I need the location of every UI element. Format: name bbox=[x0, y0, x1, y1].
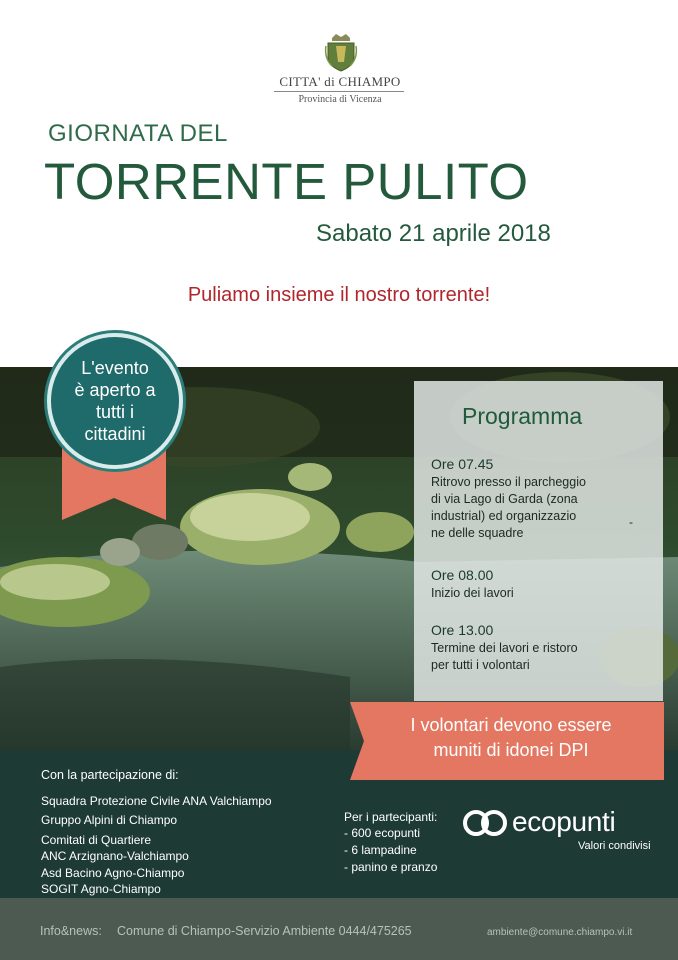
perk-item: - 600 ecopunti bbox=[344, 826, 421, 840]
participation-title: Con la partecipazione di: bbox=[41, 768, 179, 782]
city-crest-logo bbox=[324, 32, 358, 72]
info-label: Info&news: bbox=[40, 924, 102, 938]
info-contact: Comune di Chiampo-Servizio Ambiente 0444/475265 bbox=[117, 924, 412, 938]
ppe-notice-text bbox=[368, 713, 654, 763]
badge-line: L'evento bbox=[81, 358, 149, 378]
event-title: TORRENTE PULITO bbox=[44, 153, 529, 210]
event-title-prefix: GIORNATA DEL bbox=[48, 120, 228, 147]
event-date: Sabato 21 aprile 2018 bbox=[316, 220, 551, 247]
ppe-notice-line: I volontari devono essere bbox=[410, 715, 612, 735]
province-name: Provincia di Vicenza bbox=[298, 94, 382, 105]
program-description bbox=[431, 474, 586, 542]
program-line: Inizio dei lavori bbox=[431, 586, 514, 600]
program-title: Programma bbox=[462, 403, 583, 429]
open-event-badge-text bbox=[52, 338, 178, 464]
organization-item: ANC Arzignano-Valchiampo bbox=[41, 849, 189, 863]
ecopunti-tagline: Valori condivisi bbox=[578, 840, 651, 852]
program-line: ne delle squadre bbox=[431, 526, 524, 540]
hyphen-mark: - bbox=[629, 515, 633, 529]
badge-line: è aperto a bbox=[74, 380, 156, 400]
city-divider bbox=[274, 91, 404, 92]
organization-item: Comitati di Quartiere bbox=[41, 833, 152, 847]
ecopunti-name: ecopunti bbox=[512, 806, 616, 837]
organization-item: Squadra Protezione Civile ANA Valchiampo bbox=[41, 794, 272, 808]
badge-line: cittadini bbox=[84, 424, 146, 444]
ecopunti-logo-icon bbox=[462, 809, 508, 837]
event-slogan: Puliamo insieme il nostro torrente! bbox=[187, 284, 491, 306]
info-email[interactable]: ambiente@comune.chiampo.vi.it bbox=[487, 927, 633, 938]
badge-line: tutti i bbox=[95, 402, 134, 422]
perk-item: - 6 lampadine bbox=[344, 843, 417, 857]
participants-title: Per i partecipanti: bbox=[344, 810, 438, 824]
organization-item: Gruppo Alpini di Chiampo bbox=[41, 813, 178, 827]
organization-item: Asd Bacino Agno-Chiampo bbox=[41, 866, 185, 880]
city-name: CITTA' di CHIAMPO bbox=[279, 74, 401, 89]
ppe-notice-line: muniti di idonei DPI bbox=[433, 740, 589, 760]
perk-item: - panino e pranzo bbox=[344, 860, 438, 874]
program-description bbox=[431, 640, 578, 674]
program-line: industrial) ed organizzazio bbox=[431, 509, 577, 523]
program-time: Ore 08.00 bbox=[431, 567, 494, 583]
organization-item: SOGIT Agno-Chiampo bbox=[41, 882, 161, 896]
program-description bbox=[431, 585, 514, 602]
program-line: Termine dei lavori e ristoro bbox=[431, 641, 578, 655]
program-line: di via Lago di Garda (zona bbox=[431, 492, 578, 506]
program-line: Ritrovo presso il parcheggio bbox=[431, 475, 586, 489]
program-time: Ore 07.45 bbox=[431, 456, 494, 472]
program-time: Ore 13.00 bbox=[431, 622, 494, 638]
program-line: per tutti i volontari bbox=[431, 658, 530, 672]
